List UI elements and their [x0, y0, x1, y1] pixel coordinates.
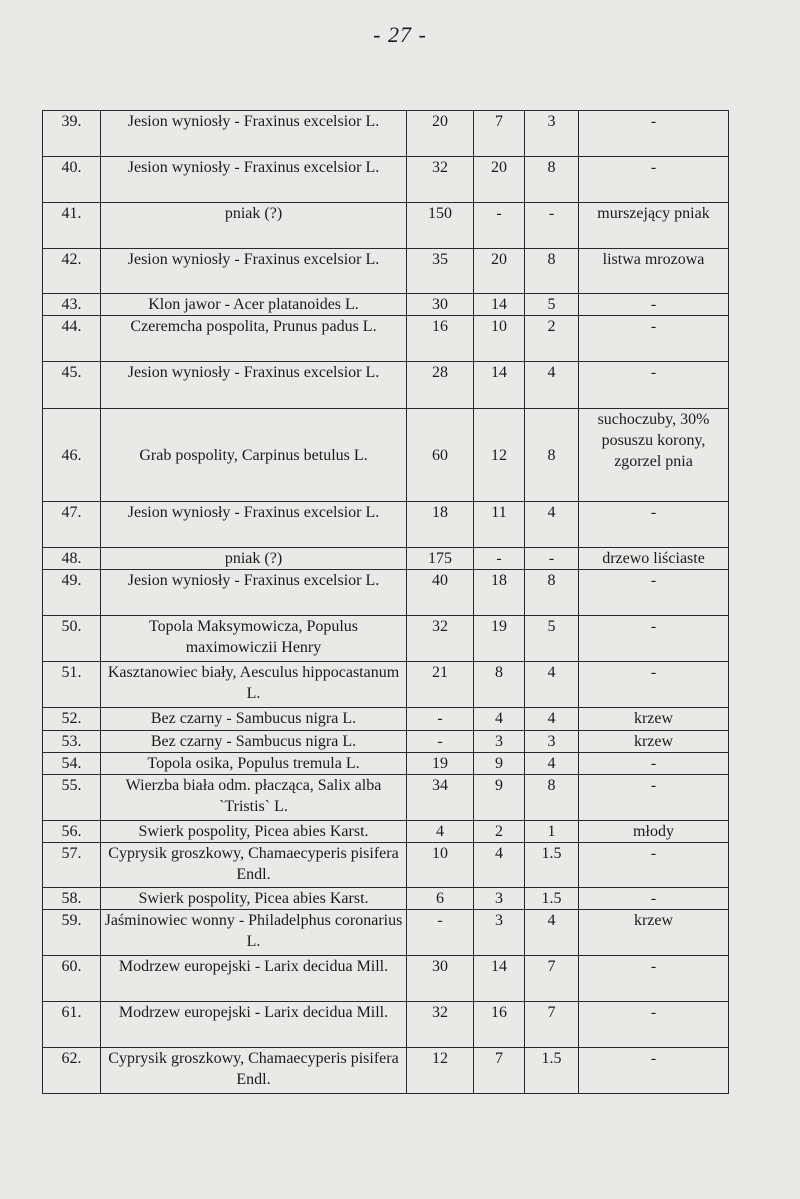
- tree-height: 14: [474, 362, 525, 409]
- row-number: 59.: [43, 910, 101, 956]
- trunk-circumference: 4: [407, 821, 474, 843]
- table-row: [43, 294, 729, 316]
- table-row: [43, 888, 729, 910]
- trunk-circumference: 32: [407, 157, 474, 203]
- tree-height: 9: [474, 753, 525, 775]
- crown-diameter: 3: [525, 731, 579, 753]
- trunk-circumference: -: [407, 731, 474, 753]
- table-row: [43, 775, 729, 821]
- species-name: Modrzew europejski - Larix decidua Mill.: [101, 1002, 407, 1048]
- tree-height: -: [474, 548, 525, 570]
- tree-height: 7: [474, 111, 525, 157]
- row-number: 43.: [43, 294, 101, 316]
- table-row: [43, 362, 729, 409]
- species-name: Cyprysik groszkowy, Chamaecyperis pisifera Endl.: [101, 1048, 407, 1094]
- species-name: Czeremcha pospolita, Prunus padus L.: [101, 316, 407, 362]
- species-name: Swierk pospolity, Picea abies Karst.: [101, 888, 407, 910]
- tree-notes: suchoczuby, 30% posuszu korony, zgorzel pnia: [579, 409, 729, 502]
- species-name: Wierzba biała odm. płacząca, Salix alba `Tristis` L.: [101, 775, 407, 821]
- table-row: [43, 570, 729, 616]
- row-number: 47.: [43, 502, 101, 548]
- tree-notes: -: [579, 956, 729, 1002]
- table-row: [43, 409, 729, 502]
- row-number: 58.: [43, 888, 101, 910]
- row-number: 39.: [43, 111, 101, 157]
- table-row: [43, 956, 729, 1002]
- tree-height: 7: [474, 1048, 525, 1094]
- crown-diameter: 8: [525, 157, 579, 203]
- tree-height: 9: [474, 775, 525, 821]
- tree-notes: krzew: [579, 731, 729, 753]
- table-row: [43, 843, 729, 888]
- trunk-circumference: 30: [407, 294, 474, 316]
- tree-notes: drzewo liściaste: [579, 548, 729, 570]
- row-number: 45.: [43, 362, 101, 409]
- table-row: [43, 616, 729, 662]
- trunk-circumference: 28: [407, 362, 474, 409]
- trunk-circumference: 6: [407, 888, 474, 910]
- trunk-circumference: 18: [407, 502, 474, 548]
- tree-height: 12: [474, 409, 525, 502]
- tree-height: 4: [474, 708, 525, 731]
- row-number: 52.: [43, 708, 101, 731]
- tree-notes: krzew: [579, 910, 729, 956]
- crown-diameter: 1.5: [525, 1048, 579, 1094]
- species-name: pniak (?): [101, 203, 407, 249]
- tree-height: 18: [474, 570, 525, 616]
- row-number: 46.: [43, 409, 101, 502]
- species-name: pniak (?): [101, 548, 407, 570]
- species-name: Bez czarny - Sambucus nigra L.: [101, 708, 407, 731]
- tree-height: 20: [474, 157, 525, 203]
- tree-notes: -: [579, 294, 729, 316]
- trunk-circumference: 16: [407, 316, 474, 362]
- table-row: [43, 753, 729, 775]
- tree-height: 8: [474, 662, 525, 708]
- species-name: Klon jawor - Acer platanoides L.: [101, 294, 407, 316]
- row-number: 62.: [43, 1048, 101, 1094]
- table-row: [43, 910, 729, 956]
- tree-height: 3: [474, 731, 525, 753]
- species-name: Jaśminowiec wonny - Philadelphus coronarius L.: [101, 910, 407, 956]
- tree-height: -: [474, 203, 525, 249]
- crown-diameter: 4: [525, 502, 579, 548]
- crown-diameter: 4: [525, 362, 579, 409]
- table-row: [43, 157, 729, 203]
- tree-notes: -: [579, 616, 729, 662]
- tree-notes: -: [579, 316, 729, 362]
- crown-diameter: 8: [525, 775, 579, 821]
- tree-notes: -: [579, 775, 729, 821]
- page-number: - 27 -: [373, 22, 427, 47]
- crown-diameter: 5: [525, 616, 579, 662]
- row-number: 54.: [43, 753, 101, 775]
- trunk-circumference: -: [407, 910, 474, 956]
- tree-notes: -: [579, 888, 729, 910]
- row-number: 51.: [43, 662, 101, 708]
- tree-notes: -: [579, 570, 729, 616]
- trunk-circumference: 30: [407, 956, 474, 1002]
- species-name: Topola osika, Populus tremula L.: [101, 753, 407, 775]
- row-number: 41.: [43, 203, 101, 249]
- crown-diameter: -: [525, 203, 579, 249]
- species-name: Topola Maksymowicza, Populus maximowiczii Henry: [101, 616, 407, 662]
- species-name: Grab pospolity, Carpinus betulus L.: [101, 409, 407, 502]
- crown-diameter: 5: [525, 294, 579, 316]
- table-row: [43, 249, 729, 294]
- table-row: [43, 662, 729, 708]
- table-row: [43, 203, 729, 249]
- table-body: [43, 111, 729, 1094]
- table-row: [43, 502, 729, 548]
- crown-diameter: 1: [525, 821, 579, 843]
- species-name: Jesion wyniosły - Fraxinus excelsior L.: [101, 502, 407, 548]
- row-number: 55.: [43, 775, 101, 821]
- species-name: Cyprysik groszkowy, Chamaecyperis pisifera Endl.: [101, 843, 407, 888]
- crown-diameter: 4: [525, 753, 579, 775]
- trunk-circumference: 20: [407, 111, 474, 157]
- crown-diameter: 4: [525, 910, 579, 956]
- tree-notes: -: [579, 1048, 729, 1094]
- row-number: 48.: [43, 548, 101, 570]
- tree-notes: -: [579, 662, 729, 708]
- table-row: [43, 316, 729, 362]
- trunk-circumference: 150: [407, 203, 474, 249]
- tree-height: 16: [474, 1002, 525, 1048]
- tree-notes: krzew: [579, 708, 729, 731]
- trunk-circumference: 34: [407, 775, 474, 821]
- tree-height: 20: [474, 249, 525, 294]
- table-row: [43, 111, 729, 157]
- row-number: 49.: [43, 570, 101, 616]
- crown-diameter: 2: [525, 316, 579, 362]
- trunk-circumference: 175: [407, 548, 474, 570]
- trunk-circumference: 10: [407, 843, 474, 888]
- trunk-circumference: -: [407, 708, 474, 731]
- row-number: 60.: [43, 956, 101, 1002]
- tree-notes: -: [579, 753, 729, 775]
- tree-height: 14: [474, 294, 525, 316]
- table-row: [43, 548, 729, 570]
- tree-height: 3: [474, 888, 525, 910]
- species-name: Jesion wyniosły - Fraxinus excelsior L.: [101, 157, 407, 203]
- crown-diameter: 1.5: [525, 888, 579, 910]
- species-name: Jesion wyniosły - Fraxinus excelsior L.: [101, 111, 407, 157]
- tree-notes: młody: [579, 821, 729, 843]
- crown-diameter: -: [525, 548, 579, 570]
- tree-height: 4: [474, 843, 525, 888]
- tree-notes: murszejący pniak: [579, 203, 729, 249]
- tree-height: 10: [474, 316, 525, 362]
- table-row: [43, 821, 729, 843]
- row-number: 50.: [43, 616, 101, 662]
- crown-diameter: 1.5: [525, 843, 579, 888]
- tree-inventory-table: [42, 110, 729, 1094]
- species-name: Jesion wyniosły - Fraxinus excelsior L.: [101, 249, 407, 294]
- tree-notes: -: [579, 502, 729, 548]
- table-row: [43, 1048, 729, 1094]
- species-name: Jesion wyniosły - Fraxinus excelsior L.: [101, 570, 407, 616]
- trunk-circumference: 35: [407, 249, 474, 294]
- table-row: [43, 708, 729, 731]
- species-name: Bez czarny - Sambucus nigra L.: [101, 731, 407, 753]
- row-number: 61.: [43, 1002, 101, 1048]
- crown-diameter: 4: [525, 662, 579, 708]
- tree-height: 11: [474, 502, 525, 548]
- row-number: 40.: [43, 157, 101, 203]
- trunk-circumference: 32: [407, 1002, 474, 1048]
- row-number: 56.: [43, 821, 101, 843]
- row-number: 57.: [43, 843, 101, 888]
- trunk-circumference: 19: [407, 753, 474, 775]
- crown-diameter: 4: [525, 708, 579, 731]
- tree-height: 2: [474, 821, 525, 843]
- tree-notes: -: [579, 362, 729, 409]
- trunk-circumference: 40: [407, 570, 474, 616]
- species-name: Kasztanowiec biały, Aesculus hippocastanum L.: [101, 662, 407, 708]
- crown-diameter: 3: [525, 111, 579, 157]
- row-number: 44.: [43, 316, 101, 362]
- crown-diameter: 8: [525, 249, 579, 294]
- tree-notes: listwa mrozowa: [579, 249, 729, 294]
- crown-diameter: 8: [525, 409, 579, 502]
- tree-height: 19: [474, 616, 525, 662]
- tree-height: 14: [474, 956, 525, 1002]
- species-name: Swierk pospolity, Picea abies Karst.: [101, 821, 407, 843]
- tree-notes: -: [579, 157, 729, 203]
- trunk-circumference: 32: [407, 616, 474, 662]
- tree-notes: -: [579, 1002, 729, 1048]
- tree-height: 3: [474, 910, 525, 956]
- tree-notes: -: [579, 843, 729, 888]
- table-row: [43, 731, 729, 753]
- trunk-circumference: 21: [407, 662, 474, 708]
- species-name: Jesion wyniosły - Fraxinus excelsior L.: [101, 362, 407, 409]
- trunk-circumference: 12: [407, 1048, 474, 1094]
- tree-notes: -: [579, 111, 729, 157]
- table-row: [43, 1002, 729, 1048]
- crown-diameter: 7: [525, 956, 579, 1002]
- row-number: 42.: [43, 249, 101, 294]
- crown-diameter: 7: [525, 1002, 579, 1048]
- crown-diameter: 8: [525, 570, 579, 616]
- species-name: Modrzew europejski - Larix decidua Mill.: [101, 956, 407, 1002]
- row-number: 53.: [43, 731, 101, 753]
- trunk-circumference: 60: [407, 409, 474, 502]
